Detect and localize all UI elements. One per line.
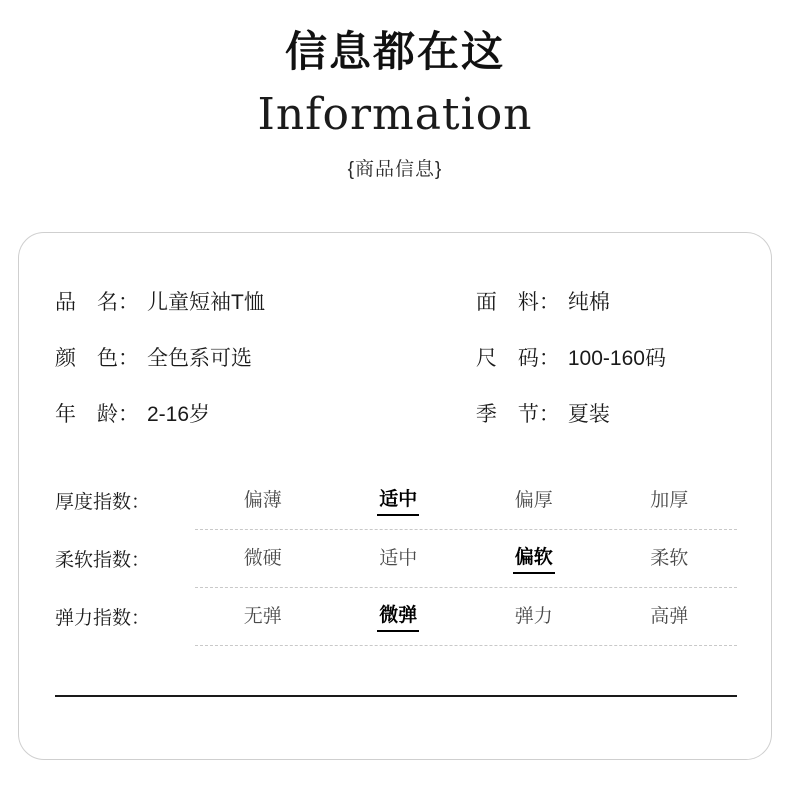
index-option[interactable]: 无弹: [243, 605, 282, 627]
info-colon: ：: [118, 403, 139, 426]
info-value: 2-16岁: [147, 403, 211, 426]
info-value: 纯棉: [567, 291, 610, 314]
info-row: [19, 273, 771, 329]
index-option[interactable]: 高弹: [650, 605, 689, 627]
index-option[interactable]: 适中: [379, 547, 418, 569]
index-options: [195, 471, 737, 530]
info-colon: ：: [538, 347, 560, 370]
info-value: 夏装: [567, 403, 610, 426]
index-option-selected[interactable]: 适中: [331, 484, 467, 516]
index-option[interactable]: 柔软: [650, 547, 689, 569]
index-label: 柔软指数：: [55, 549, 151, 571]
index-option-selected[interactable]: 微弹: [331, 600, 467, 632]
info-row: [19, 385, 771, 441]
info-item-season: [438, 398, 771, 428]
info-label: 面 料: [475, 291, 539, 314]
index-row-thickness: [55, 471, 737, 529]
index-table: [19, 471, 771, 645]
page-title-cn: 信息都在这: [284, 28, 505, 75]
info-colon: ：: [538, 291, 560, 314]
info-item-product-name: [19, 286, 438, 316]
info-label: 颜 色: [55, 347, 118, 370]
info-label: 品 名: [55, 291, 118, 314]
info-item-size: [438, 342, 771, 372]
index-option[interactable]: 偏薄: [243, 489, 282, 511]
info-value: 100-160码: [567, 347, 666, 370]
page-title-en: Information: [257, 88, 533, 140]
info-colon: ：: [118, 347, 139, 370]
index-row-elasticity: [55, 587, 737, 645]
info-colon: ：: [538, 403, 560, 426]
info-value: 全色系可选: [147, 347, 252, 370]
info-label: 季 节: [475, 403, 539, 426]
info-row: [19, 329, 771, 385]
info-colon: ：: [118, 291, 139, 314]
info-label: 年 龄: [55, 403, 118, 426]
info-value: 儿童短袖T恤: [147, 291, 265, 314]
index-option[interactable]: 弹力: [514, 605, 553, 627]
bottom-divider: [55, 695, 737, 697]
info-label: 尺 码: [475, 347, 539, 370]
index-options: [195, 587, 737, 646]
info-item-age: [19, 398, 438, 428]
index-label: 厚度指数：: [55, 491, 151, 513]
info-grid: [19, 233, 771, 441]
index-option[interactable]: 微硬: [243, 547, 282, 569]
info-item-fabric: [438, 286, 771, 316]
index-option[interactable]: 偏厚: [514, 489, 553, 511]
index-label: 弹力指数：: [55, 607, 151, 629]
info-card: [18, 232, 772, 760]
page-header: [0, 0, 790, 181]
index-option-selected[interactable]: 偏软: [466, 542, 602, 574]
page-subtitle: {商品信息}: [347, 158, 443, 180]
index-option[interactable]: 加厚: [650, 489, 689, 511]
index-options: [195, 529, 737, 588]
index-row-softness: [55, 529, 737, 587]
info-item-color: [19, 342, 438, 372]
